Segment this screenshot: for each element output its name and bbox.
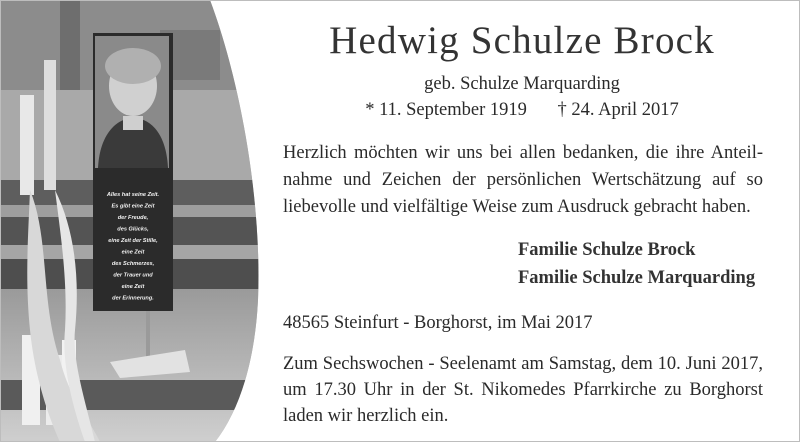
deceased-name: Hedwig Schulze Brock xyxy=(329,19,715,62)
poster-line: der Trauer und xyxy=(113,272,153,279)
poster-line: der Erinnerung. xyxy=(112,295,154,302)
thanks-line: nahme und Zeichen der persönlichen Wertschätzung auf so xyxy=(283,170,763,190)
poster-line: der Freude, xyxy=(117,215,149,221)
poster-line: des Schmerzes, xyxy=(111,261,155,267)
death-date: † 24. April 2017 xyxy=(557,100,679,120)
poster-line: eine Zeit xyxy=(121,249,145,256)
mass-line: um 17.30 Uhr in der St. Nikomedes Pfarrkirche zu Borghorst xyxy=(283,380,763,400)
poster-line: eine Zeit xyxy=(121,284,145,290)
poster-line: des Glücks, xyxy=(117,226,149,233)
poster-line: eine Zeit der Stille, xyxy=(108,238,158,244)
family-signature: Familie Schulze Marquarding xyxy=(518,268,756,288)
place-date: 48565 Steinfurt - Borghorst, im Mai 2017 xyxy=(283,313,593,333)
thanks-line: Herzlich möchten wir uns bei allen bedanken, die ihre Anteil- xyxy=(283,143,763,163)
family-signature: Familie Schulze Brock xyxy=(518,240,696,260)
poster-line: Alles hat seine Zeit. xyxy=(106,192,160,198)
mass-line: laden wir herzlich ein. xyxy=(283,406,449,426)
mass-line: Zum Sechswochen - Seelenamt am Samstag, dem 10. Juni 2017, xyxy=(283,354,763,374)
poster-line: Es gibt eine Zeit xyxy=(111,203,155,210)
birth-date: * 11. September 1919 xyxy=(365,100,527,120)
thanks-line: liebevolle und vielfältige Weise zum Ausdruck gebracht haben. xyxy=(283,197,751,217)
maiden-name: geb. Schulze Marquarding xyxy=(424,74,620,94)
